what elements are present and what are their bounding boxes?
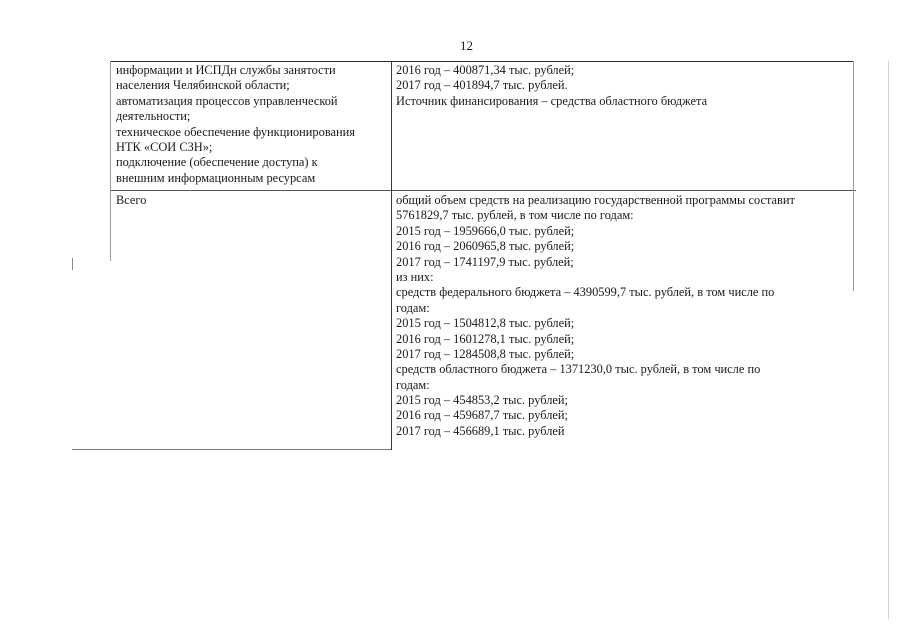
text-line: 5761829,7 тыс. рублей, в том числе по годам: — [396, 208, 634, 223]
text-line: информации и ИСПДн службы занятости — [116, 63, 336, 77]
text-line: техническое обеспечение функционирования — [116, 124, 355, 139]
text-line: 2016 год – 459687,7 тыс. рублей; — [396, 408, 568, 423]
text-line: 2016 год – 2060965,8 тыс. рублей; — [396, 239, 575, 254]
top-row-right-cell — [396, 63, 707, 109]
scan-speck — [888, 60, 889, 620]
top-row-left-cell — [116, 63, 355, 186]
text-line: 2015 год – 1959666,0 тыс. рублей; — [396, 223, 575, 238]
text-line: Источник финансирования – средства областного бюджета — [396, 93, 708, 108]
column-divider — [391, 61, 392, 450]
text-line: 2016 год – 1601278,1 тыс. рублей; — [396, 331, 575, 346]
table-left-border — [110, 61, 111, 261]
text-line: 2015 год – 454853,2 тыс. рублей; — [396, 393, 568, 408]
text-line: годам: — [396, 377, 430, 392]
table-right-border — [853, 61, 854, 291]
text-line: 2015 год – 1504812,8 тыс. рублей; — [396, 316, 575, 331]
text-line: средств областного бюджета – 1371230,0 тыс. рублей, в том числе по — [396, 362, 761, 377]
text-line: 2017 год – 1284508,8 тыс. рублей; — [396, 346, 575, 361]
text-line: 2017 год – 1741197,9 тыс. рублей; — [396, 254, 574, 269]
text-line: средств федерального бюджета – 4390599,7 тыс. рублей, в том числе по — [396, 285, 775, 300]
text-line: 2017 год – 456689,1 тыс. рублей — [396, 423, 565, 438]
row-divider-rule — [110, 190, 856, 191]
text-line: 2017 год – 401894,7 тыс. рублей. — [396, 78, 568, 93]
table-top-rule — [110, 61, 854, 62]
text-line: подключение (обеспечение доступа) к — [116, 155, 318, 170]
text-line: Всего — [116, 193, 147, 207]
text-line: годам: — [396, 300, 430, 315]
table-bottom-rule — [72, 449, 392, 450]
text-line: 2016 год – 400871,34 тыс. рублей; — [396, 63, 575, 77]
text-line: из них: — [396, 269, 434, 284]
bottom-row-right-cell — [396, 193, 795, 439]
page-number: 12 — [460, 38, 473, 53]
text-line: деятельности; — [116, 109, 191, 124]
scan-speck — [72, 258, 73, 270]
text-line: внешним информационным ресурсам — [116, 170, 316, 185]
bottom-row-left-cell — [116, 193, 146, 208]
text-line: автоматизация процессов управленческой — [116, 93, 338, 108]
text-line: НТК «СОИ СЗН»; — [116, 139, 213, 154]
text-line: общий объем средств на реализацию государственной программы составит — [396, 193, 795, 207]
text-line: населения Челябинской области; — [116, 78, 290, 93]
